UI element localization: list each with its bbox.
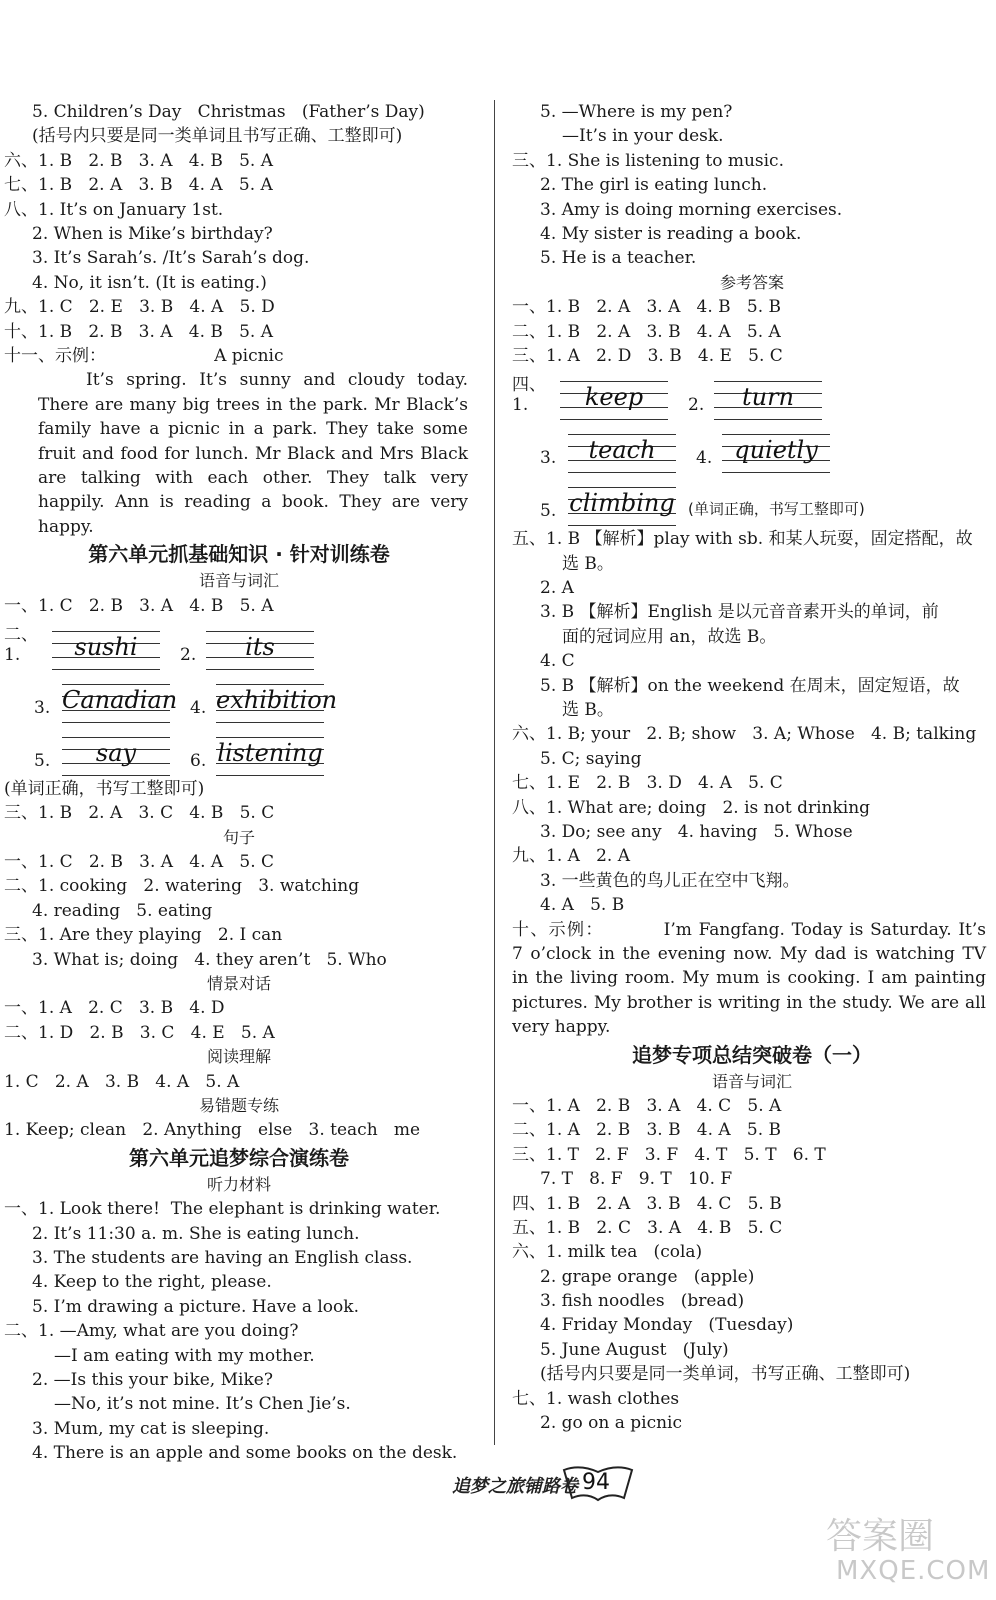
note-line: (括号内只要是同一类单词，书写正确、工整即可) bbox=[540, 1364, 911, 1385]
answer-line: 4. C bbox=[540, 651, 575, 672]
answer-line: 二、1. A 2. B 3. B 4. A 5. B bbox=[512, 1120, 781, 1141]
answer-line: 4. No, it isn’t. (It is eating.) bbox=[32, 272, 267, 293]
subsection-heading: 参考答案 bbox=[719, 272, 784, 292]
handwritten-word: exhibition bbox=[216, 685, 338, 714]
handwritten-word: teach bbox=[588, 436, 656, 465]
answer-line: 六、1. B; your 2. B; show 3. A; Whose 4. B; talking bbox=[512, 724, 977, 745]
answer-line: 3. Amy is doing morning exercises. bbox=[540, 199, 843, 220]
item-number: 4. bbox=[696, 448, 713, 469]
left-column bbox=[4, 100, 474, 1465]
answer-line: 3. It’s Sarah’s. /It’s Sarah’s dog. bbox=[32, 248, 310, 269]
answer-line: 5. He is a teacher. bbox=[540, 248, 697, 269]
handwritten-word: listening bbox=[217, 738, 323, 767]
answer-line: 3. The students are having an English class. bbox=[32, 1247, 413, 1268]
answer-line: 2. go on a picnic bbox=[540, 1413, 683, 1434]
answer-line: 三、1. T 2. F 3. F 4. T 5. T 6. T bbox=[512, 1144, 826, 1165]
answer-line: 5. B 【解析】on the weekend 在周末，固定短语，故 bbox=[540, 675, 960, 696]
handwriting-lines bbox=[62, 678, 178, 724]
item-number: 4. bbox=[190, 697, 207, 718]
word-writing-row bbox=[4, 618, 474, 671]
answer-line: 四、1. B 2. A 3. B 4. C 5. B bbox=[512, 1193, 782, 1214]
subsection-heading: 句子 bbox=[222, 827, 255, 847]
section-title: 第六单元追梦综合演练卷 bbox=[129, 1145, 349, 1170]
word-writing-row bbox=[512, 474, 992, 527]
page-number-badge bbox=[560, 1462, 636, 1504]
answer-line: 九、1. A 2. A bbox=[512, 846, 631, 867]
handwriting-lines bbox=[216, 731, 324, 777]
answer-line: 五、1. B 【解析】play with sb. 和某人玩耍，固定搭配，故 bbox=[512, 529, 973, 550]
answer-line: 7. T 8. F 9. T 10. F bbox=[540, 1169, 733, 1190]
word-writing-row bbox=[4, 724, 474, 777]
handwriting-lines bbox=[52, 625, 160, 671]
answer-line: 2. grape orange (apple) bbox=[540, 1266, 755, 1287]
answer-line: 六、1. B 2. B 3. A 4. B 5. A bbox=[4, 150, 273, 171]
handwritten-word: climbing bbox=[569, 489, 675, 518]
answer-line: —I am eating with my mother. bbox=[54, 1345, 315, 1366]
answer-line: 二、1. cooking 2. watering 3. watching bbox=[4, 876, 360, 897]
answer-line: 4. A 5. B bbox=[540, 895, 625, 916]
answer-line: 三、1. B 2. A 3. C 4. B 5. C bbox=[4, 803, 275, 824]
item-number: 3. bbox=[34, 697, 51, 718]
handwritten-word: say bbox=[95, 738, 137, 767]
subsection-heading: 阅读理解 bbox=[206, 1047, 271, 1067]
answer-line: 1. Keep; clean 2. Anything else 3. teach me bbox=[4, 1120, 421, 1141]
watermark: 答案圈 bbox=[826, 1516, 935, 1557]
answer-line: 一、1. A 2. C 3. B 4. D bbox=[4, 998, 225, 1019]
answer-line: 5. I’m drawing a picture. Have a look. bbox=[32, 1296, 359, 1317]
answer-line: 3. Mum, my cat is sleeping. bbox=[32, 1418, 270, 1439]
note-text: (单词正确，书写工整即可) bbox=[688, 500, 865, 519]
answer-line: 十一、示例： A picnic bbox=[4, 345, 284, 366]
answer-line: 三、1. Are they playing 2. I can bbox=[4, 925, 283, 946]
answer-line: 八、1. What are; doing 2. is not drinking bbox=[512, 797, 871, 818]
handwriting-lines bbox=[206, 625, 314, 671]
handwritten-word: its bbox=[245, 632, 275, 661]
item-number: 二、1. bbox=[4, 624, 38, 665]
answer-line: 2. The girl is eating lunch. bbox=[540, 175, 768, 196]
subsection-heading: 易错题专练 bbox=[198, 1096, 279, 1115]
handwriting-lines bbox=[714, 375, 822, 421]
item-number: 5. bbox=[34, 750, 51, 771]
handwritten-word: quietly bbox=[734, 436, 818, 465]
subsection-heading: 语音与词汇 bbox=[711, 1071, 792, 1091]
sample-essay: It’s spring. It’s sunny and cloudy today. There are many big trees in the park. Mr Black’s family have a picnic in a park. They take some fruit and food for lunch. Mr Black and Mrs Black are talking with each other. They talk very happily. Ann is reading a book. They are very happy. bbox=[38, 370, 468, 537]
sample-essay bbox=[512, 918, 992, 1040]
handwriting-lines bbox=[216, 678, 338, 724]
answer-line: 3. Do; see any 4. having 5. Whose bbox=[540, 821, 853, 842]
item-number: 3. bbox=[540, 448, 557, 469]
answer-line: 4. There is an apple and some books on the desk. bbox=[32, 1443, 458, 1464]
answer-line: 选 B。 bbox=[562, 553, 614, 574]
answer-line: 三、1. She is listening to music. bbox=[512, 150, 784, 171]
word-writing-row bbox=[512, 368, 992, 421]
handwritten-word: sushi bbox=[74, 632, 138, 661]
answer-line: 八、1. It’s on January 1st. bbox=[4, 199, 224, 220]
essay-label: 十、示例： bbox=[512, 919, 604, 940]
answer-line: 二、1. —Amy, what are you doing? bbox=[4, 1321, 299, 1342]
answer-line: 五、1. B 2. C 3. A 4. B 5. C bbox=[512, 1217, 783, 1238]
answer-line: 5. C; saying bbox=[540, 748, 642, 769]
answer-line: 3. 一些黄色的鸟儿正在空中飞翔。 bbox=[540, 870, 800, 891]
answer-line: 3. B 【解析】English 是以元音音素开头的单词，前 bbox=[540, 602, 939, 623]
item-number: 四、1. bbox=[512, 375, 546, 416]
handwritten-word: turn bbox=[741, 383, 795, 412]
answer-line: 5. June August (July) bbox=[540, 1339, 729, 1360]
answer-line: 5. Children’s Day Christmas (Father’s Day) bbox=[32, 102, 425, 122]
note-line: (单词正确，书写工整即可) bbox=[4, 778, 205, 799]
essay-body: I’m Fangfang. Today is Saturday. It’s 7 o’clock in the evening now. My dad is watching TV in the living room. My mum is cooking. I am painting pictures. My brother is writing in the study. We are all very happy. bbox=[512, 919, 987, 1038]
answer-line: 2. A bbox=[540, 578, 574, 599]
answer-line: 2. —Is this your bike, Mike? bbox=[32, 1369, 273, 1390]
handwriting-lines bbox=[62, 731, 170, 777]
subsection-heading: 听力材料 bbox=[206, 1174, 271, 1194]
answer-line: 2. It’s 11:30 a. m. She is eating lunch. bbox=[32, 1223, 360, 1244]
answer-line: 十、1. B 2. B 3. A 4. B 5. A bbox=[4, 321, 273, 342]
answer-line: 4. Keep to the right, please. bbox=[32, 1272, 272, 1293]
handwritten-word: keep bbox=[584, 383, 644, 412]
answer-line: 3. fish noodles (bread) bbox=[540, 1291, 745, 1312]
answer-line: 4. My sister is reading a book. bbox=[540, 223, 802, 244]
answer-line: (括号内只要是同一类单词且书写正确、工整即可) bbox=[32, 126, 403, 147]
answer-line: 4. Friday Monday (Tuesday) bbox=[540, 1315, 794, 1336]
answer-line: 一、1. C 2. B 3. A 4. A 5. C bbox=[4, 852, 275, 873]
answer-line: 3. What is; doing 4. they aren’t 5. Who bbox=[32, 949, 387, 970]
answer-line: 七、1. E 2. B 3. D 4. A 5. C bbox=[512, 773, 783, 794]
answer-line: 一、1. C 2. B 3. A 4. B 5. A bbox=[4, 595, 274, 616]
answer-line: 4. reading 5. eating bbox=[32, 900, 213, 921]
watermark-url: MXQE.COM bbox=[836, 1556, 991, 1586]
item-number: 2. bbox=[688, 395, 705, 416]
word-writing-row bbox=[4, 671, 474, 724]
handwriting-lines bbox=[560, 375, 668, 421]
word-writing-row bbox=[512, 421, 992, 474]
subsection-heading: 情景对话 bbox=[206, 974, 271, 994]
item-number: 2. bbox=[180, 644, 197, 665]
answer-line: 二、1. B 2. A 3. B 4. A 5. A bbox=[512, 321, 781, 342]
answer-line: 面的冠词应用 an，故选 B。 bbox=[562, 626, 777, 647]
answer-line: 一、1. B 2. A 3. A 4. B 5. B bbox=[512, 297, 781, 318]
subsection-heading: 语音与词汇 bbox=[198, 571, 279, 591]
answer-line: 一、1. A 2. B 3. A 4. C 5. A bbox=[512, 1095, 782, 1116]
column-divider bbox=[494, 100, 495, 1445]
right-column bbox=[512, 100, 992, 1435]
handwriting-lines bbox=[568, 481, 676, 527]
item-number: 5. bbox=[540, 501, 557, 522]
answer-line: 1. C 2. A 3. B 4. A 5. A bbox=[4, 1071, 240, 1092]
page-number: 94 bbox=[582, 1470, 610, 1495]
answer-line: 一、1. Look there! The elephant is drinking water. bbox=[4, 1199, 441, 1220]
answer-line: 2. When is Mike’s birthday? bbox=[32, 223, 273, 244]
answer-line: 七、1. B 2. A 3. B 4. A 5. A bbox=[4, 175, 273, 196]
brand-logo: 追梦之旅铺路卷 bbox=[452, 1476, 578, 1497]
answer-line: —No, it’s not mine. It’s Chen Jie’s. bbox=[54, 1394, 351, 1415]
handwriting-lines bbox=[722, 428, 830, 474]
answer-line: 二、1. D 2. B 3. C 4. E 5. A bbox=[4, 1022, 275, 1043]
section-title: 追梦专项总结突破卷（一） bbox=[632, 1042, 872, 1067]
item-number: 6. bbox=[190, 750, 207, 771]
answer-line: 六、1. milk tea (cola) bbox=[512, 1242, 703, 1263]
handwritten-word: Canadian bbox=[62, 685, 178, 714]
section-title: 第六单元抓基础知识 · 针对训练卷 bbox=[88, 542, 390, 567]
answer-line: —It’s in your desk. bbox=[562, 126, 724, 147]
answer-line: 七、1. wash clothes bbox=[512, 1388, 680, 1409]
answer-line: 九、1. C 2. E 3. B 4. A 5. D bbox=[4, 297, 275, 318]
answer-line: 5. —Where is my pen? bbox=[540, 102, 733, 122]
handwriting-lines bbox=[568, 428, 676, 474]
answer-line: 选 B。 bbox=[562, 700, 614, 721]
answer-line: 三、1. A 2. D 3. B 4. E 5. C bbox=[512, 345, 783, 366]
